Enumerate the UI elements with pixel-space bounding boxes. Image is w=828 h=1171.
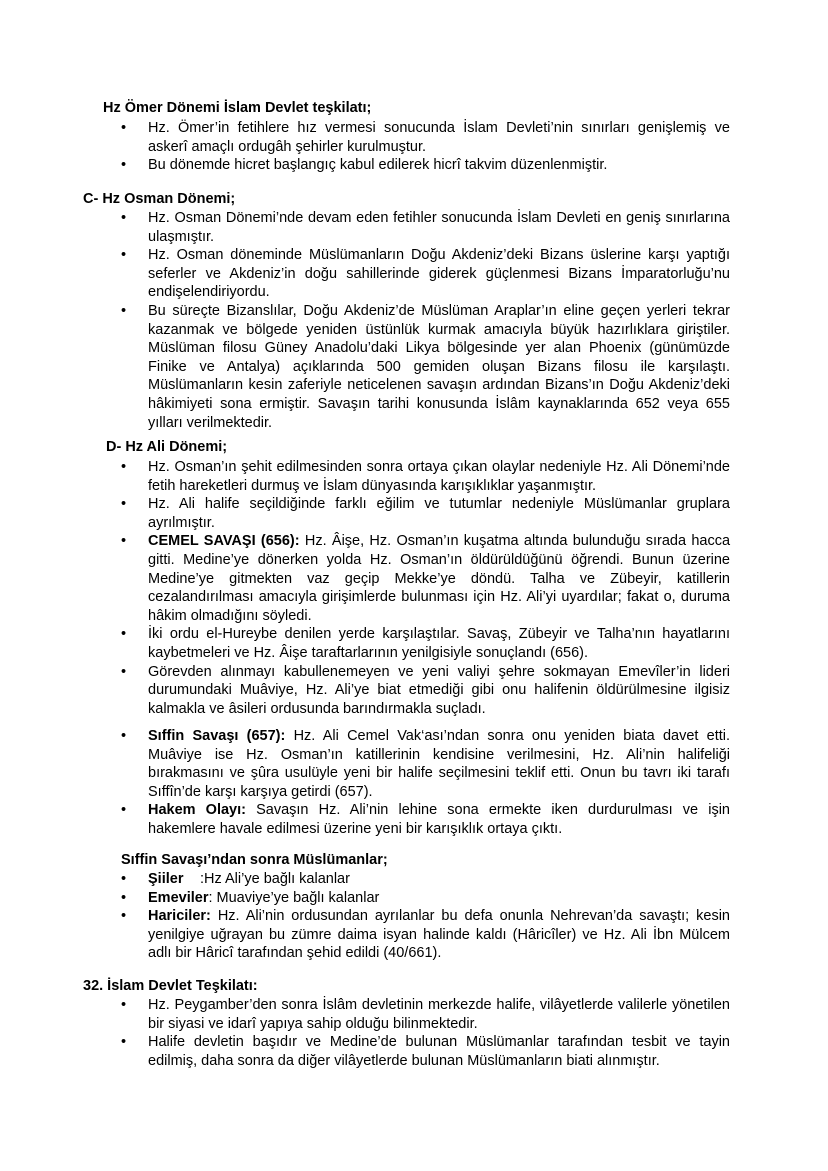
bullet-icon: • [121,908,127,925]
list-item: • Hz. Ali halife seçildiğinde farklı eğilim ve tutumlar nedeniyle Müslümanlar gruplara ayrılmıştır. [121,496,730,531]
section-osman [0,209,828,432]
list-ali-2 [0,727,828,839]
heading-omer: Hz Ömer Dönemi İslam Devlet teşkilatı; [103,100,372,116]
bullet-icon: • [121,728,127,744]
list-item: • Hz. Ömer’in fetihlere hız vermesi sonucunda İslam Devleti’nin sınırları genişlemiş ve askerî amaçlı ordugâh şehirler kurulmuştur. [121,120,730,155]
list-item: • Hariciler: Hz. Ali’nin ordusundan ayrılanlar bu defa onunla Nehrevan’da savaştı; kesin yenilgiye uğrayan bu zümre daima isyan halinde kaldı (Hâricîler) ve Hz. Ali İbn Mülcem adlı bir Hâricî tarafından şehid edildi (40/661). [121,908,730,962]
section-teskilat [0,996,828,1070]
bullet-icon: • [121,871,127,887]
list-item: • Şiiler :Hz Ali’ye bağlı kalanlar [121,871,350,887]
bullet-icon: • [121,459,127,475]
item-label: Şiiler [148,871,184,887]
item-label: Hariciler: [148,908,211,925]
list-item: • İki ordu el-Hureybe denilen yerde karşılaştılar. Savaş, Zübeyir ve Talha’nın hayatlarını kaybetmeleri ve Hz. Âişe taraftarlarının yenilgisiyle sonuçlandı (656). [121,626,730,661]
item-label: Hakem Olayı: [148,802,246,819]
item-label: CEMEL SAVAŞI (656): [148,533,300,550]
list-item: • CEMEL SAVAŞI (656): Hz. Âişe, Hz. Osman’ın kuşatma altında bulunduğu sırada hacca gitti. Medine’ye dönerken yolda Hz. Osman’ın öldürüldüğünü öğrendi. Bunun üzerine Medine’ye gitmekten vaz geçip Mekke’ye döndü. Talha ve Zübeyir, katillerin cezalandırılması amacıyla girişimlerde bulunması için Hz. Ali’yi uyardılar; fakat o, duruma hâkim olmadığını söyledi. [121,533,731,624]
list-item: • Emeviler: Muaviye’ye bağlı kalanlar [121,889,380,906]
bullet-icon: • [121,663,127,680]
list-item: • Hz. Osman döneminde Müslümanların Doğu Akdeniz’deki Bizans üslerine karşı yaptığı seferler ve Akdeniz’in doğu sahillerinde giderek güçlenmesi Bizans İmparatorluğu’nu endişelendiriyordu. [121,247,730,301]
bullet-icon: • [121,533,127,550]
heading-siffin: Sıffin Savaşı’ndan sonra Müslümanlar; [121,852,388,868]
section-siffin [0,870,828,963]
list-item: • Sıffin Savaşı (657): Hz. Ali Cemel Vak‘ası’ndan sonra onu yeniden biata davet etti. Muâviye ise Hz. Osman’ın katillerinin kendisine verilmesini, Hz. Ali’nin halifeliği bırakmasını ve şûra usulüyle yeni bir halife seçilmesini teklif etti. Onun bu tavrı iki tarafı Sıffîn’de karşı karşıya getirdi (657). [121,728,731,800]
bullet-icon: • [121,1034,127,1051]
section-omer [0,119,828,175]
list-item: • Halife devletin başıdır ve Medine’de bulunan Müslümanlar tarafından tesbit ve tayin edilmiş, daha sonra da diğer vilâyetlerde bulunan Müslümanların biati alınmıştır. [121,1034,730,1069]
bullet-icon: • [121,802,127,819]
list-siffin [0,870,828,963]
list-item: • Hz. Osman’ın şehit edilmesinden sonra ortaya çıkan olaylar nedeniyle Hz. Ali Dönemi’nde fetih hareketleri durmuş ve İslam dünyasında karışıklıklar yaşanmıştır. [121,459,730,494]
list-item: • Hakem Olayı: Savaşın Hz. Ali’nin lehine sona ermekte iken durdurulması ve işin hakemlere havale edilmesi üzerine yeni bir karışıklık ortaya çıktı. [121,802,730,837]
item-label: Sıffin Savaşı (657): [148,728,286,744]
list-item: • Görevden alınmayı kabullenemeyen ve yeni valiyi şehre sokmayan Emevîler’in lideri durumundaki Muâviye, Hz. Ali’ye biat etmediği gibi onu halifenin öldürülmesine ilgisiz kalmakla ve âsileri ordusunda barındırmakla suçladı. [121,663,730,717]
list-osman [0,209,828,432]
bullet-icon: • [121,626,127,643]
heading-osman: C- Hz Osman Dönemi; [83,191,236,207]
list-item: • Bu dönemde hicret başlangıç kabul edilerek hicrî takvim düzenlenmiştir. [121,157,608,174]
bullet-icon: • [121,247,127,264]
list-item: • Bu süreçte Bizanslılar, Doğu Akdeniz’de Müslüman Araplar’ın eline geçen yerleri tekrar kazanmak ve bölgede yeniden üstünlük kurmak amacıyla büyük hazırlıklara giriştiler. Müslüman filosu Güney Anadolu’daki Likya bölgesinde yer alan Phoenix (günümüzde Finike ve Antalya) açıklarında 500 gemiden oluşan Bizans filosu ile karşılaştı. Müslümanların kesin zaferiyle neticelenen savaşın ardından Bizans’ın Doğu Akdeniz’deki hâkimiyeti sona ermiştir. Savaşın tarihi konusunda İslâm kaynaklarında 652 veya 655 yılları verilmektedir. [121,302,730,431]
bullet-icon: • [121,302,127,319]
bullet-icon: • [121,496,127,513]
bullet-icon: • [121,210,127,226]
list-omer [0,119,828,175]
heading-teskilat: 32. İslam Devlet Teşkilatı: [83,978,258,994]
bullet-icon: • [121,997,127,1013]
bullet-icon: • [121,889,127,906]
list-ali [0,458,828,718]
section-ali-continued [0,727,828,839]
item-label: Emeviler [148,889,209,906]
heading-ali: D- Hz Ali Dönemi; [106,439,228,455]
list-item: • Hz. Peygamber’den sonra İslâm devletinin merkezde halife, vilâyetlerde valilerle yönetilen bir siyasi ve idarî yapıya sahip olduğu bilinmektedir. [121,997,730,1032]
bullet-icon: • [121,120,127,136]
list-item: • Hz. Osman Dönemi’nde devam eden fetihler sonucunda İslam Devleti en geniş sınırlarına ulaşmıştır. [121,210,730,245]
bullet-icon: • [121,157,127,174]
list-teskilat [0,996,828,1070]
section-ali [0,458,828,718]
